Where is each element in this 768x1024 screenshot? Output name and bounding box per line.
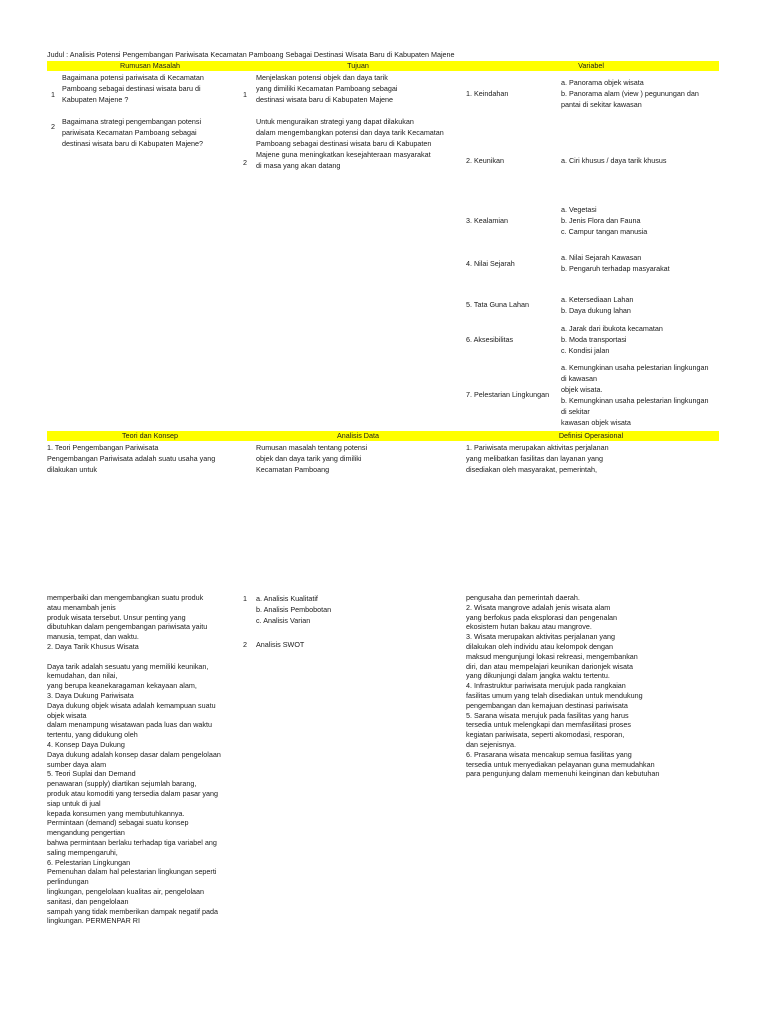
rumusan-masalah-item: Bagaimana strategi pengembangan potensi pariwisata Kecamatan Pamboang sebagai destinasi wisata baru di Kabupaten Majene? [62, 117, 204, 148]
variabel-items: a. Nilai Sejarah Kawasan b. Pengaruh terhadap masyarakat [561, 253, 670, 273]
variabel-name: 2. Keunikan [466, 156, 504, 165]
analisis-number: 1 [243, 594, 247, 603]
variabel-name: 5. Tata Guna Lahan [466, 300, 530, 309]
header-tujuan: Tujuan [347, 61, 369, 70]
variabel-name: 1. Keindahan [466, 89, 509, 98]
variabel-name: 6. Aksesibilitas [466, 335, 514, 344]
header-teori-dan-konsep: Teori dan Konsep [122, 431, 178, 440]
variabel-name: 3. Kealamian [466, 216, 508, 225]
tujuan-item: Untuk menguraikan strategi yang dapat dilakukan dalam mengembangkan potensi dan daya tarik Kecamatan Pamboang sebagai destinasi wisata baru di Kabupaten Majene guna meningkatkan kesejahteraan masyarakat di masa yang akan datang [256, 117, 444, 170]
variabel-items: a. Vegetasi b. Jenis Flora dan Fauna c. Campur tangan manusia [561, 205, 648, 236]
variabel-items: a. Kemungkinan usaha pelestarian lingkungan di kawasan objek wisata. b. Kemungkinan usaha pelestarian lingkungan di sekitar kawasan objek wisata [561, 363, 709, 427]
rumusan-masalah-item: Bagaimana potensi pariwisata di Kecamatan Pamboang sebagai destinasi wisata baru di Kabupaten Majene ? [62, 73, 204, 104]
variabel-name: 4. Nilai Sejarah [466, 259, 515, 268]
variabel-items: a. Panorama objek wisata b. Panorama alam (view ) pegunungan dan pantai di sekitar kawasan [561, 78, 699, 109]
variabel-items: a. Ketersediaan Lahan b. Daya dukung lahan [561, 295, 634, 315]
variabel-items: a. Jarak dari ibukota kecamatan b. Moda transportasi c. Kondisi jalan [561, 324, 663, 355]
tujuan-item: Menjelaskan potensi objek dan daya tarik yang dimiliki Kecamatan Pamboang sebagai destinasi wisata baru di Kabupaten Majene [256, 73, 398, 104]
document-title: Judul : Analisis Potensi Pengembangan Pariwisata Kecamatan Pamboang Sebagai Destinasi Wisata Baru di Kabupaten Majene [47, 50, 455, 59]
tujuan-number: 2 [243, 158, 247, 167]
variabel-items: a. Ciri khusus / daya tarik khusus [561, 156, 667, 165]
rumusan-number: 2 [51, 122, 55, 131]
analisis-data-item: Analisis SWOT [256, 640, 305, 649]
definisi-operasional-text-continued: pengusaha dan pemerintah daerah. 2. Wisata mangrove adalah jenis wisata alam yang berfokus pada eksplorasi dan pengenalan ekosistem hutan bakau atau mangrove. 3. Wisata merupakan aktivitas perjalanan yang dilakukan oleh individu atau kelompok dengan maksud mengunjungi lokasi rekreasi, mengembankan diri, dan atau mempelajari keunikan darionjek wisata yang dikunjungi dalam jangka waktu tertentu. 4. Infrastruktur pariwisata merujuk pada rangkaian fasilitas umum yang telah disediakan untuk mendukung pengembangan dan kemajuan destinasi pariwisata 5. Sarana wisata merujuk pada fasilitas yang harus tersedia untuk melengkapi dan memfasilitasi proses kegiatan pariwisata, seperti akomodasi, resporan, dan sejenisnya. 6. Prasarana wisata mencakup semua fasilitas yang tersedia untuk menyediakan pelayanan guna memudahkan para pengunjung dalam memenuhi keinginan dan kebutuhan [466, 593, 660, 779]
header-definisi-operasional: Definisi Operasional [558, 431, 624, 440]
header-variabel: Variabel [578, 61, 604, 70]
analisis-data-item: a. Analisis Kualitatif b. Analisis Pembobotan c. Analisis Varian [256, 594, 332, 625]
tujuan-number: 1 [243, 90, 247, 99]
rumusan-number: 1 [51, 90, 55, 99]
definisi-operasional-text: 1. Pariwisata merupakan aktivitas perjalanan yang melibatkan fasilitas dan layanan yang disediakan oleh masyarakat, pemerintah, [466, 443, 609, 474]
teori-konsep-text: 1. Teori Pengembangan Pariwisata Pengembangan Pariwisata adalah suatu usaha yang dilakukan untuk [47, 443, 216, 474]
analisis-data-intro: Rumusan masalah tentang potensi objek dan daya tarik yang dimiliki Kecamatan Pamboang [256, 443, 368, 474]
header-rumusan-masalah: Rumusan Masalah [120, 61, 180, 70]
teori-konsep-text-continued: memperbaiki dan mengembangkan suatu produk atau menambah jenis produk wisata tersebut. Unsur penting yang dibutuhkan dalam pengembangan pariwisata yaitu manusia, tempat, dan waktu. 2. Daya Tarik Khusus Wisata Daya tarik adalah sesuatu yang memiliki keunikan, kemudahan, dan nilai, yang berupa keanekaragaman kekayaan alam, 3. Daya Dukung Pariwisata Daya dukung objek wisata adalah kemampuan suatu objek wisata dalam menampung wisatawan pada luas dan waktu tertentu, yang didukung oleh 4. Konsep Daya Dukung Daya dukung adalah konsep dasar dalam pengelolaan sumber daya alam 5. Teori Suplai dan Demand penawaran (supply) diartikan sejumlah barang, produk atau komoditi yang tersedia dalam pasar yang siap untuk di jual kepada konsumen yang membutuhkannya. Permintaan (demand) sebagai suatu konsep mengandung pengertian bahwa permintaan berlaku terhadap tiga variabel ang saling mempengaruhi, 6. Pelestarian Lingkungan Pemenuhan dalam hal pelestarian lingkungan seperti perlindungan lingkungan, pengelolaan kualitas air, pengelolaan sanitasi, dan pengelolaan sampah yang tidak memberikan dampak negatif pada lingkungan. PERMENPAR RI [47, 593, 221, 926]
header-analisis-data: Analisis Data [337, 431, 379, 440]
variabel-name: 7. Pelestarian Lingkungan [466, 390, 550, 399]
analisis-number: 2 [243, 640, 247, 649]
